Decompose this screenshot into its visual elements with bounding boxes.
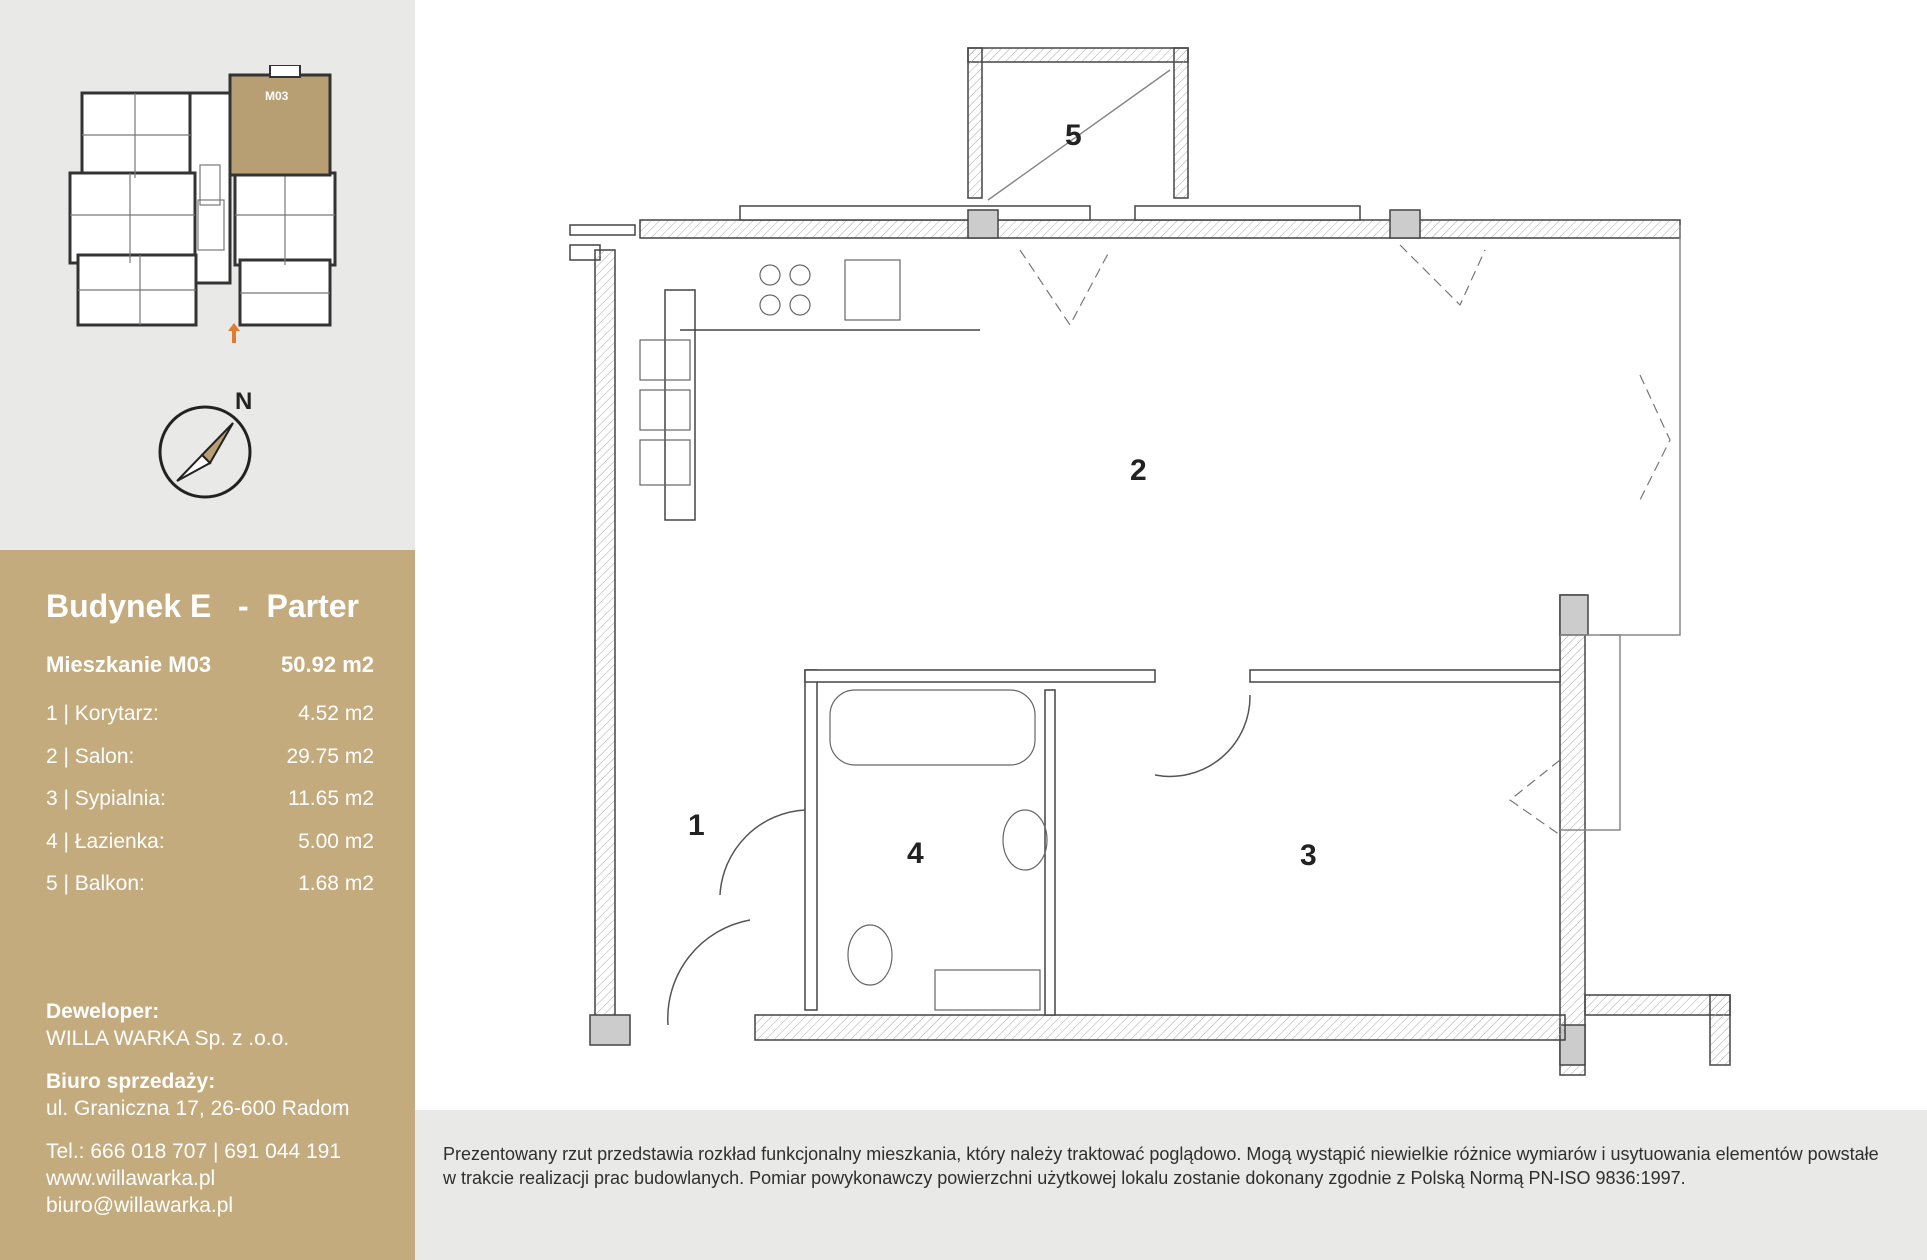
room-row — [46, 702, 374, 745]
office-address: ul. Graniczna 17, 26-600 Radom — [46, 1097, 350, 1120]
room-area: 5.00 m2 — [298, 829, 374, 853]
apartment-summary — [46, 652, 374, 678]
building-key-plan — [60, 65, 350, 345]
bath-fixtures — [830, 690, 1047, 1010]
room-area: 11.65 m2 — [288, 787, 374, 810]
developer-block — [46, 998, 289, 1052]
contact-block — [46, 1138, 341, 1219]
compass-icon — [150, 385, 270, 505]
room-list — [46, 702, 374, 915]
room-area: 4.52 m2 — [298, 702, 374, 725]
disclaimer-panel — [415, 1110, 1927, 1260]
room-number-2: 2 — [1130, 454, 1147, 487]
sidebar-top-panel — [0, 0, 415, 550]
room-number-3: 3 — [1300, 839, 1317, 872]
room-label: 5 | Balkon: — [46, 872, 145, 895]
apartment-label: Mieszkanie M03 — [46, 652, 212, 677]
room-label: 3 | Sypialnia: — [46, 787, 166, 810]
room-area: 29.75 m2 — [286, 744, 374, 768]
apartment-info-panel — [0, 550, 415, 1260]
room-label: 4 | Łazienka: — [46, 829, 165, 853]
developer-heading: Deweloper: — [46, 1000, 160, 1023]
compass — [150, 385, 270, 505]
room-row — [46, 787, 374, 830]
room-row — [46, 830, 374, 873]
email-link[interactable]: biuro@willawarka.pl — [46, 1194, 234, 1217]
developer-name: WILLA WARKA Sp. z .o.o. — [46, 1027, 290, 1050]
sales-office-block — [46, 1068, 350, 1122]
room-number-4: 4 — [907, 837, 924, 870]
unit-label: M03 — [265, 89, 289, 103]
phone-text: Tel.: 666 018 707 | 691 044 191 — [46, 1140, 342, 1163]
website-link[interactable]: www.willawarka.pl — [46, 1167, 216, 1190]
apartment-area: 50.92 m2 — [281, 652, 374, 677]
disclaimer-text: Prezentowany rzut przedstawia rozkład funkcjonalny mieszkania, który należy traktować poglądowo. Mogą wystąpić niewielkie różnice wymiarów i usytuowania elementów powstałe w trakcie realizacji prac budowlanych. Pomiar powykonawczy powierzchni użytkowej lokalu zostanie dokonany zgodnie z Polską Normą PN-ISO 9836:1997. — [443, 1144, 1879, 1188]
room-number-5: 5 — [1065, 119, 1082, 152]
door-arcs — [668, 695, 1250, 1025]
room-label: 1 | Korytarz: — [46, 702, 159, 725]
office-heading: Biuro sprzedaży: — [46, 1070, 216, 1093]
room-number-1: 1 — [688, 809, 705, 842]
walls — [570, 206, 1730, 1075]
room-row — [46, 872, 374, 915]
arrow-up-icon — [228, 323, 240, 343]
building-title: Budynek E - Parter — [46, 588, 359, 624]
floor-plan — [560, 40, 1770, 1080]
north-label: N — [235, 388, 253, 415]
room-area: 1.68 m2 — [298, 872, 374, 895]
room-row — [46, 745, 374, 788]
room-label: 2 | Salon: — [46, 744, 135, 768]
partitions — [665, 225, 1680, 1015]
